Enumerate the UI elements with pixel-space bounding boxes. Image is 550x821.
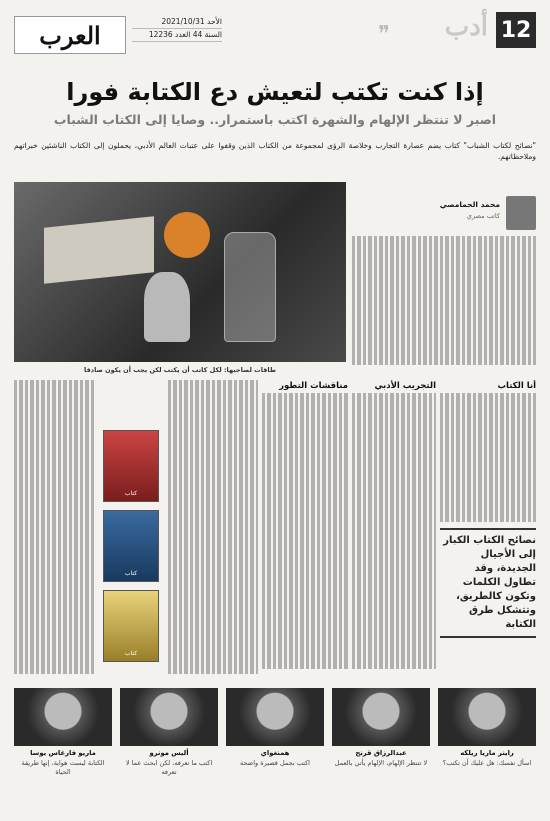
portrait-quote: اكتب ما تعرفه، لكن ابحث عما لا تعرفه [125,759,213,776]
portrait-quote: الكتابة ليست هواية، إنها طريقة الحياة [21,759,105,776]
book-cover: كتاب [103,510,159,582]
article-intro: "نصائح لكتاب الشباب" كتاب يضم عصارة التجارب وخلاصة الرؤى لمجموعة من الكتاب الذين وقفوا على عتبات العالم الأدبي، يحملون إلى الكتاب الناشئين خبراتهم وملاحظاتهم. [14,141,536,161]
section-subtitle-1: أنا الكتاب [497,381,536,391]
book-cover: كتاب [103,430,159,502]
portrait-name: أليس مونرو [149,749,189,757]
pull-quote: نصائح الكتاب الكبار إلى الأجيال الجديدة، وقد تطاول الكلمات وتكون كالطريق، وتتشكل طرق الكتابة [440,528,536,638]
portrait-name: راينر ماريا ريلكه [460,749,514,757]
author-byline [402,196,536,232]
article-subhead: اصبر لا تنتظر الإلهام والشهرة اكتب باستمرار.. وصايا إلى الكتاب الشباب [53,112,497,127]
body-column-3 [352,380,436,680]
photo-shaker [144,272,190,342]
portrait-card [226,688,324,810]
portrait-card [438,688,536,810]
body-column-4 [262,380,348,680]
photo-orange [164,212,210,258]
quote-mark-icon: ❞ [378,22,390,47]
portrait-quote: اسأل نفسك: هل عليك أن تكتب؟ [442,759,532,767]
portrait-card [120,688,218,810]
article-headline: إذا كنت تكتب لتعيش دع الكتابة فورا [66,78,484,106]
newspaper-logo [14,16,126,54]
portrait-photo [438,688,536,746]
portrait-card [332,688,430,810]
portrait-photo [120,688,218,746]
photo-caption: طاقات لصاحبها: لكل كاتب أن يكتب لكن يجب أن يكون صادقا [84,366,276,374]
author-role: كاتب مصري [466,212,500,220]
portrait-name: همنغواي [260,749,290,757]
photo-book [44,216,154,284]
issue-date: الأحد 2021/10/31 [132,16,222,29]
portrait-photo [14,688,112,746]
brand-name: العرب [39,20,101,50]
book-cover: كتاب [103,590,159,662]
portrait-photo [226,688,324,746]
portrait-photo [332,688,430,746]
body-column-6 [14,380,94,680]
still-life-photo [14,182,346,362]
masthead [0,6,550,72]
author-name: محمد الحمامصي [439,200,500,209]
photo-jar [224,232,276,342]
portrait-quote: لا تتنظر الإلهام، الإلهام يأتي بالعمل [334,759,428,767]
body-column-5 [168,380,258,680]
issue-info [132,16,222,42]
section-subtitle-2: التجريب الأدبي [374,381,436,391]
portrait-name: عبدالرزاق قرنح [355,749,407,757]
portrait-name: ماريو فارغاس يوسا [30,749,96,757]
section-title: أدب [444,12,488,42]
page-number: 12 [496,12,536,48]
body-column-1 [352,236,536,366]
author-avatar [506,196,536,230]
writers-portraits [14,688,536,810]
book-covers [98,430,164,670]
section-subtitle-3: مناقشات التطور [279,381,348,391]
portrait-quote: اكتب بجمل قصيرة واضحة [240,759,310,767]
issue-number: السنة 44 العدد 12236 [132,29,222,42]
portrait-card [14,688,112,810]
